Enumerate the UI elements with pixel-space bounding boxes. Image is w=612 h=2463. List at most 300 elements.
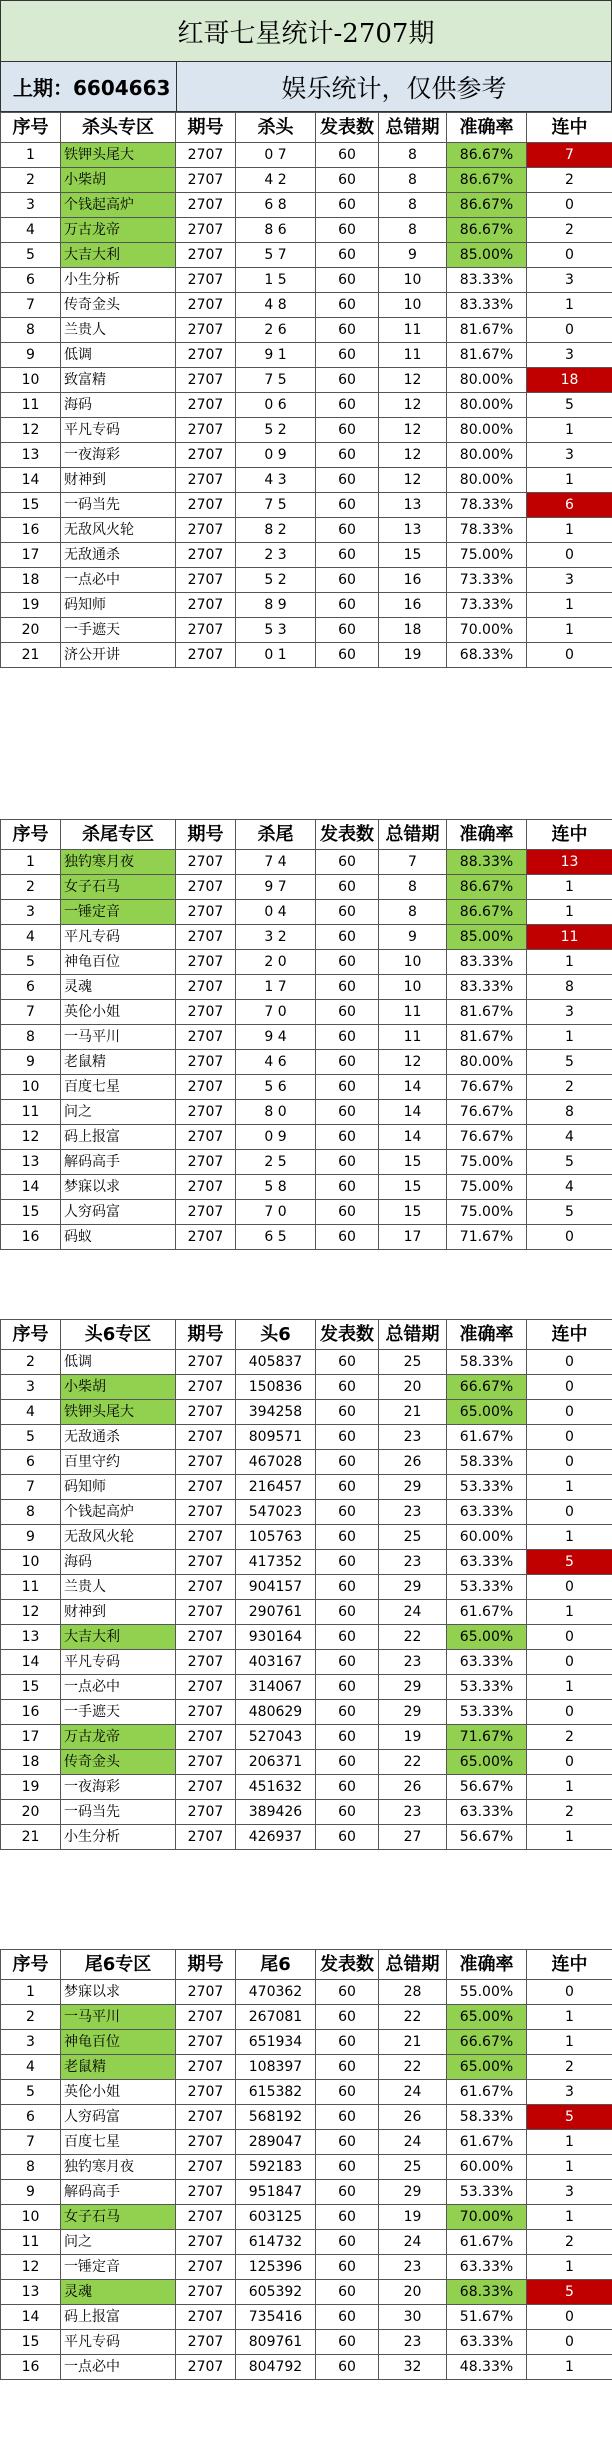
cell-seq: 11: [1, 393, 61, 418]
page-title: 红哥七星统计-2707期: [0, 0, 612, 62]
section-gap: [0, 782, 612, 819]
cell-pick: 605392: [236, 2280, 316, 2305]
cell-published: 60: [316, 2105, 379, 2130]
cell-seq: 9: [1, 2180, 61, 2205]
column-header-pick: 头6: [236, 1320, 316, 1350]
cell-streak: 3: [527, 268, 612, 293]
cell-published: 60: [316, 900, 379, 925]
cell-issue: 2707: [176, 1600, 236, 1625]
cell-published: 60: [316, 1150, 379, 1175]
cell-total-misses: 30: [379, 2305, 447, 2330]
cell-streak: 0: [527, 1225, 612, 1250]
cell-total-misses: 29: [379, 1700, 447, 1725]
table-row: [1, 1600, 612, 1625]
cell-total-misses: 9: [379, 925, 447, 950]
cell-issue: 2707: [176, 193, 236, 218]
cell-name: 济公开讲: [61, 643, 176, 668]
column-header-streak: 连中: [527, 1950, 612, 1980]
cell-name: 一夜海彩: [61, 1775, 176, 1800]
cell-name: 小柴胡: [61, 1375, 176, 1400]
cell-seq: 17: [1, 543, 61, 568]
cell-accuracy: 56.67%: [447, 1775, 527, 1800]
cell-total-misses: 7: [379, 850, 447, 875]
cell-total-misses: 26: [379, 2105, 447, 2130]
cell-accuracy: 63.33%: [447, 1500, 527, 1525]
column-header-issue: 期号: [176, 1950, 236, 1980]
cell-name: 一码当先: [61, 493, 176, 518]
cell-total-misses: 12: [379, 443, 447, 468]
cell-seq: 9: [1, 1525, 61, 1550]
cell-streak: 8: [527, 1100, 612, 1125]
cell-published: 60: [316, 1225, 379, 1250]
cell-issue: 2707: [176, 418, 236, 443]
cell-issue: 2707: [176, 850, 236, 875]
table-row: [1, 2305, 612, 2330]
cell-name: 传奇金头: [61, 1750, 176, 1775]
cell-streak: 1: [527, 2005, 612, 2030]
cell-pick: 5 3: [236, 618, 316, 643]
cell-streak: 2: [527, 1800, 612, 1825]
cell-accuracy: 61.67%: [447, 1425, 527, 1450]
cell-issue: 2707: [176, 218, 236, 243]
table-row: [1, 493, 612, 518]
table-row: [1, 1200, 612, 1225]
cell-accuracy: 53.33%: [447, 1475, 527, 1500]
cell-published: 60: [316, 1725, 379, 1750]
cell-name: 小生分析: [61, 1825, 176, 1850]
cell-pick: 3 2: [236, 925, 316, 950]
cell-seq: 20: [1, 1800, 61, 1825]
cell-published: 60: [316, 2180, 379, 2205]
cell-seq: 2: [1, 2005, 61, 2030]
cell-issue: 2707: [176, 443, 236, 468]
column-header-streak: 连中: [527, 820, 612, 850]
cell-name: 传奇金头: [61, 293, 176, 318]
cell-name: 问之: [61, 1100, 176, 1125]
cell-name: 低调: [61, 1350, 176, 1375]
cell-streak: 2: [527, 218, 612, 243]
cell-accuracy: 63.33%: [447, 2330, 527, 2355]
kill-head-table: [0, 112, 612, 668]
cell-name: 人穷码富: [61, 1200, 176, 1225]
cell-total-misses: 29: [379, 1575, 447, 1600]
cell-issue: 2707: [176, 1375, 236, 1400]
cell-issue: 2707: [176, 2305, 236, 2330]
table-row: [1, 1700, 612, 1725]
last-issue-result: 上期：6604663: [1, 62, 177, 111]
table-row: [1, 268, 612, 293]
subtitle-bar: [0, 62, 612, 112]
cell-seq: 4: [1, 1400, 61, 1425]
cell-pick: 5 7: [236, 243, 316, 268]
cell-seq: 12: [1, 2255, 61, 2280]
cell-pick: 389426: [236, 1800, 316, 1825]
cell-accuracy: 80.00%: [447, 1050, 527, 1075]
cell-total-misses: 10: [379, 975, 447, 1000]
table-row: [1, 2155, 612, 2180]
cell-published: 60: [316, 368, 379, 393]
cell-name: 大吉大利: [61, 243, 176, 268]
cell-issue: 2707: [176, 168, 236, 193]
cell-total-misses: 13: [379, 493, 447, 518]
cell-seq: 10: [1, 2205, 61, 2230]
cell-accuracy: 75.00%: [447, 543, 527, 568]
cell-issue: 2707: [176, 1675, 236, 1700]
cell-pick: 592183: [236, 2155, 316, 2180]
table-row: [1, 1980, 612, 2005]
cell-published: 60: [316, 1375, 379, 1400]
cell-accuracy: 53.33%: [447, 2180, 527, 2205]
cell-accuracy: 53.33%: [447, 1675, 527, 1700]
table-row: [1, 1625, 612, 1650]
cell-total-misses: 13: [379, 518, 447, 543]
table-row: [1, 1025, 612, 1050]
cell-issue: 2707: [176, 1425, 236, 1450]
cell-published: 60: [316, 418, 379, 443]
cell-total-misses: 11: [379, 343, 447, 368]
cell-streak: 5: [527, 2105, 612, 2130]
cell-name: 大吉大利: [61, 1625, 176, 1650]
cell-seq: 11: [1, 1575, 61, 1600]
cell-name: 无敌风火轮: [61, 518, 176, 543]
column-header-published: 发表数: [316, 1320, 379, 1350]
table-header-row: [1, 1950, 612, 1980]
cell-published: 60: [316, 1800, 379, 1825]
cell-issue: 2707: [176, 268, 236, 293]
cell-pick: 614732: [236, 2230, 316, 2255]
table-row: [1, 2355, 612, 2380]
cell-published: 60: [316, 1575, 379, 1600]
cell-accuracy: 80.00%: [447, 368, 527, 393]
cell-pick: 809571: [236, 1425, 316, 1450]
cell-seq: 7: [1, 293, 61, 318]
head6-table: [0, 1319, 612, 1850]
cell-pick: 4 3: [236, 468, 316, 493]
cell-published: 60: [316, 2130, 379, 2155]
cell-published: 60: [316, 568, 379, 593]
cell-accuracy: 65.00%: [447, 1625, 527, 1650]
column-header-name: 杀头专区: [61, 113, 176, 143]
cell-seq: 9: [1, 343, 61, 368]
cell-total-misses: 19: [379, 1725, 447, 1750]
cell-name: 码知师: [61, 1475, 176, 1500]
cell-seq: 3: [1, 2030, 61, 2055]
cell-pick: 547023: [236, 1500, 316, 1525]
cell-name: 灵魂: [61, 2280, 176, 2305]
cell-total-misses: 14: [379, 1100, 447, 1125]
cell-total-misses: 10: [379, 268, 447, 293]
cell-published: 60: [316, 1100, 379, 1125]
table-row: [1, 850, 612, 875]
cell-pick: 8 2: [236, 518, 316, 543]
cell-pick: 1 5: [236, 268, 316, 293]
cell-published: 60: [316, 2080, 379, 2105]
cell-published: 60: [316, 2280, 379, 2305]
cell-pick: 7 0: [236, 1000, 316, 1025]
cell-streak: 3: [527, 443, 612, 468]
cell-streak: 1: [527, 2130, 612, 2155]
cell-seq: 1: [1, 143, 61, 168]
cell-seq: 18: [1, 568, 61, 593]
cell-streak: 0: [527, 1450, 612, 1475]
cell-streak: 3: [527, 1000, 612, 1025]
table-row: [1, 2105, 612, 2130]
cell-name: 百度七星: [61, 1075, 176, 1100]
cell-accuracy: 76.67%: [447, 1125, 527, 1150]
cell-total-misses: 26: [379, 1775, 447, 1800]
cell-seq: 16: [1, 1225, 61, 1250]
cell-name: 解码高手: [61, 2180, 176, 2205]
cell-seq: 3: [1, 900, 61, 925]
cell-seq: 8: [1, 1025, 61, 1050]
table-row: [1, 1550, 612, 1575]
cell-total-misses: 17: [379, 1225, 447, 1250]
cell-pick: 0 4: [236, 900, 316, 925]
table-row: [1, 1125, 612, 1150]
cell-total-misses: 23: [379, 2330, 447, 2355]
cell-accuracy: 71.67%: [447, 1225, 527, 1250]
cell-streak: 5: [527, 1200, 612, 1225]
cell-accuracy: 81.67%: [447, 343, 527, 368]
table-row: [1, 950, 612, 975]
table-row: [1, 1225, 612, 1250]
cell-accuracy: 61.67%: [447, 1600, 527, 1625]
cell-issue: 2707: [176, 875, 236, 900]
cell-accuracy: 71.67%: [447, 1725, 527, 1750]
cell-name: 一锤定音: [61, 2255, 176, 2280]
table-header-row: [1, 820, 612, 850]
cell-seq: 14: [1, 468, 61, 493]
cell-pick: 7 5: [236, 368, 316, 393]
cell-accuracy: 58.33%: [447, 1450, 527, 1475]
cell-total-misses: 8: [379, 193, 447, 218]
cell-accuracy: 63.33%: [447, 1800, 527, 1825]
cell-total-misses: 32: [379, 2355, 447, 2380]
cell-total-misses: 27: [379, 1825, 447, 1850]
cell-pick: 206371: [236, 1750, 316, 1775]
cell-issue: 2707: [176, 1025, 236, 1050]
column-header-accuracy: 准确率: [447, 1950, 527, 1980]
cell-issue: 2707: [176, 1525, 236, 1550]
cell-seq: 10: [1, 1075, 61, 1100]
cell-issue: 2707: [176, 2280, 236, 2305]
cell-seq: 6: [1, 975, 61, 1000]
column-header-streak: 连中: [527, 113, 612, 143]
cell-seq: 10: [1, 368, 61, 393]
cell-published: 60: [316, 1400, 379, 1425]
cell-pick: 470362: [236, 1980, 316, 2005]
cell-published: 60: [316, 2230, 379, 2255]
cell-seq: 14: [1, 1175, 61, 1200]
cell-total-misses: 12: [379, 368, 447, 393]
cell-seq: 8: [1, 2155, 61, 2180]
cell-accuracy: 63.33%: [447, 2255, 527, 2280]
cell-pick: 904157: [236, 1575, 316, 1600]
table-row: [1, 543, 612, 568]
cell-total-misses: 11: [379, 318, 447, 343]
cell-published: 60: [316, 543, 379, 568]
cell-accuracy: 88.33%: [447, 850, 527, 875]
cell-pick: 451632: [236, 1775, 316, 1800]
cell-published: 60: [316, 518, 379, 543]
cell-issue: 2707: [176, 1100, 236, 1125]
cell-name: 万古龙帝: [61, 1725, 176, 1750]
cell-issue: 2707: [176, 1075, 236, 1100]
cell-published: 60: [316, 1775, 379, 1800]
cell-accuracy: 81.67%: [447, 318, 527, 343]
cell-streak: 0: [527, 1400, 612, 1425]
cell-published: 60: [316, 2355, 379, 2380]
cell-name: 无敌风火轮: [61, 1525, 176, 1550]
cell-accuracy: 75.00%: [447, 1200, 527, 1225]
table-row: [1, 1375, 612, 1400]
cell-pick: 2 3: [236, 543, 316, 568]
cell-name: 码上报富: [61, 2305, 176, 2330]
cell-name: 灵魂: [61, 975, 176, 1000]
cell-issue: 2707: [176, 1050, 236, 1075]
cell-seq: 5: [1, 1425, 61, 1450]
cell-name: 一手遮天: [61, 1700, 176, 1725]
cell-total-misses: 12: [379, 1050, 447, 1075]
table-row: [1, 1650, 612, 1675]
cell-accuracy: 68.33%: [447, 2280, 527, 2305]
column-header-total-misses: 总错期: [379, 1320, 447, 1350]
cell-streak: 1: [527, 2155, 612, 2180]
table-row: [1, 2080, 612, 2105]
cell-streak: 1: [527, 468, 612, 493]
cell-seq: 7: [1, 1000, 61, 1025]
cell-pick: 930164: [236, 1625, 316, 1650]
cell-name: 海码: [61, 393, 176, 418]
column-header-streak: 连中: [527, 1320, 612, 1350]
cell-streak: 1: [527, 900, 612, 925]
cell-name: 百里守约: [61, 1450, 176, 1475]
cell-name: 万古龙帝: [61, 218, 176, 243]
column-header-issue: 期号: [176, 820, 236, 850]
cell-published: 60: [316, 2255, 379, 2280]
cell-published: 60: [316, 1675, 379, 1700]
cell-streak: 8: [527, 975, 612, 1000]
cell-accuracy: 83.33%: [447, 975, 527, 1000]
cell-streak: 1: [527, 875, 612, 900]
cell-accuracy: 66.67%: [447, 1375, 527, 1400]
cell-pick: 615382: [236, 2080, 316, 2105]
cell-issue: 2707: [176, 925, 236, 950]
cell-issue: 2707: [176, 2330, 236, 2355]
cell-published: 60: [316, 1450, 379, 1475]
cell-seq: 5: [1, 2080, 61, 2105]
cell-name: 老鼠精: [61, 2055, 176, 2080]
cell-streak: 1: [527, 2205, 612, 2230]
cell-seq: 16: [1, 2355, 61, 2380]
cell-seq: 4: [1, 2055, 61, 2080]
cell-streak: 1: [527, 593, 612, 618]
column-header-issue: 期号: [176, 113, 236, 143]
column-header-seq: 序号: [1, 113, 61, 143]
column-header-name: 尾6专区: [61, 1950, 176, 1980]
cell-streak: 2: [527, 168, 612, 193]
cell-accuracy: 60.00%: [447, 2155, 527, 2180]
cell-pick: 417352: [236, 1550, 316, 1575]
cell-pick: 7 0: [236, 1200, 316, 1225]
cell-streak: 13: [527, 850, 612, 875]
table-row: [1, 593, 612, 618]
cell-accuracy: 83.33%: [447, 293, 527, 318]
cell-accuracy: 61.67%: [447, 2230, 527, 2255]
cell-name: 平凡专码: [61, 2330, 176, 2355]
cell-streak: 3: [527, 2080, 612, 2105]
cell-seq: 16: [1, 1700, 61, 1725]
table-row: [1, 218, 612, 243]
cell-streak: 0: [527, 1575, 612, 1600]
cell-total-misses: 15: [379, 1150, 447, 1175]
cell-published: 60: [316, 1700, 379, 1725]
cell-issue: 2707: [176, 1750, 236, 1775]
cell-published: 60: [316, 975, 379, 1000]
cell-pick: 8 0: [236, 1100, 316, 1125]
cell-streak: 6: [527, 493, 612, 518]
cell-streak: 0: [527, 1625, 612, 1650]
cell-total-misses: 8: [379, 143, 447, 168]
table-row: [1, 875, 612, 900]
table-header-row: [1, 113, 612, 143]
cell-name: 小柴胡: [61, 168, 176, 193]
cell-pick: 480629: [236, 1700, 316, 1725]
cell-streak: 5: [527, 1150, 612, 1175]
cell-streak: 5: [527, 1550, 612, 1575]
cell-pick: 0 9: [236, 1125, 316, 1150]
cell-total-misses: 15: [379, 543, 447, 568]
cell-seq: 7: [1, 2130, 61, 2155]
cell-streak: 0: [527, 1700, 612, 1725]
cell-pick: 0 6: [236, 393, 316, 418]
cell-published: 60: [316, 1350, 379, 1375]
cell-pick: 403167: [236, 1650, 316, 1675]
cell-accuracy: 65.00%: [447, 1750, 527, 1775]
cell-published: 60: [316, 1125, 379, 1150]
cell-published: 60: [316, 1750, 379, 1775]
cell-seq: 11: [1, 2230, 61, 2255]
cell-streak: 1: [527, 618, 612, 643]
cell-name: 财神到: [61, 468, 176, 493]
cell-published: 60: [316, 2305, 379, 2330]
cell-issue: 2707: [176, 1150, 236, 1175]
cell-streak: 5: [527, 393, 612, 418]
column-header-published: 发表数: [316, 1950, 379, 1980]
cell-seq: 11: [1, 1100, 61, 1125]
cell-pick: 7 4: [236, 850, 316, 875]
cell-published: 60: [316, 850, 379, 875]
cell-streak: 7: [527, 143, 612, 168]
cell-total-misses: 9: [379, 243, 447, 268]
table-row: [1, 1050, 612, 1075]
cell-issue: 2707: [176, 2180, 236, 2205]
cell-seq: 13: [1, 443, 61, 468]
cell-published: 60: [316, 143, 379, 168]
table-row: [1, 2180, 612, 2205]
cell-issue: 2707: [176, 1475, 236, 1500]
cell-seq: 10: [1, 1550, 61, 1575]
cell-accuracy: 61.67%: [447, 2130, 527, 2155]
cell-pick: 467028: [236, 1450, 316, 1475]
cell-accuracy: 86.67%: [447, 143, 527, 168]
cell-issue: 2707: [176, 568, 236, 593]
cell-pick: 405837: [236, 1350, 316, 1375]
column-header-pick: 杀尾: [236, 820, 316, 850]
cell-issue: 2707: [176, 618, 236, 643]
cell-seq: 21: [1, 643, 61, 668]
cell-pick: 651934: [236, 2030, 316, 2055]
